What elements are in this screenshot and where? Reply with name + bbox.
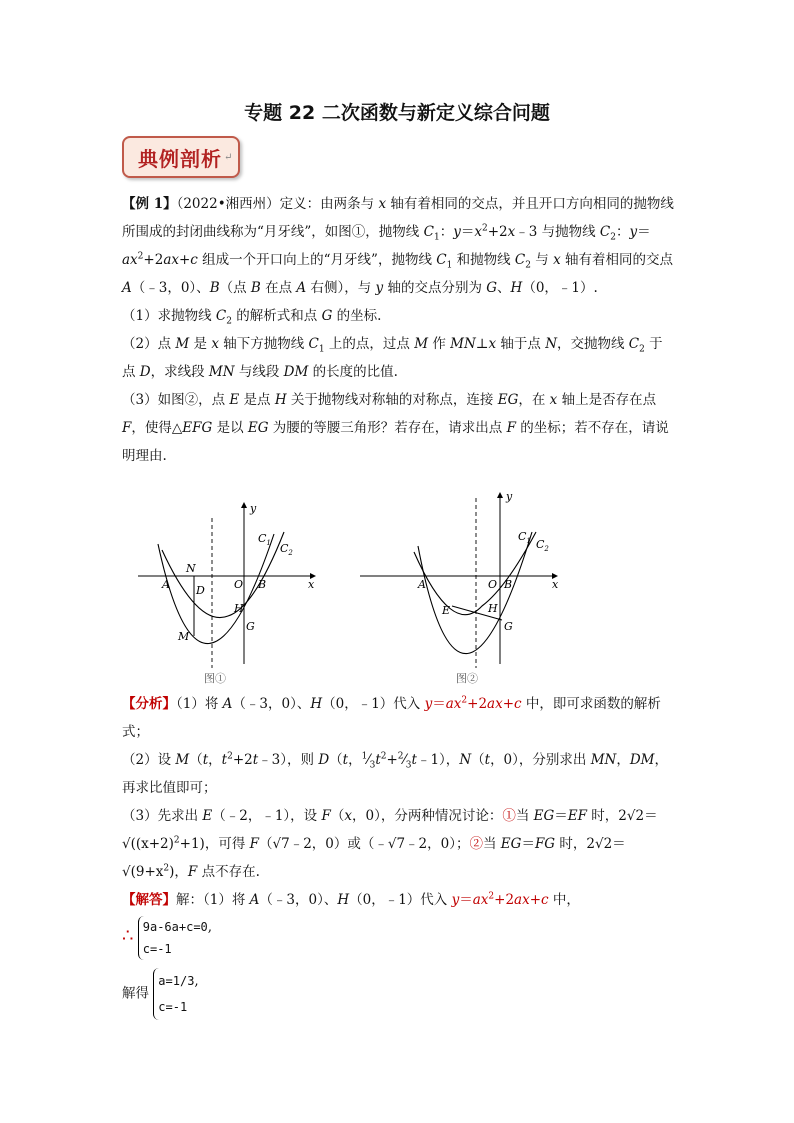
fig1-B: B [258, 578, 267, 591]
fig1-caption: 图① [204, 672, 226, 685]
fig1-M: M [178, 630, 190, 643]
sys1-eq2: c=-1 [142, 942, 172, 956]
analysis-line-3: （3）先求出 E（﹣2，﹣1），设 F（x，0），分两种情况讨论：①当 EG＝EF 时，$2√2=√((x+2)^2+1)$，可得 F（√7﹣2，0）或（﹣√7﹣2，0）；②当 EG＝FG 时，$2√2=√(9+x^2)$，F 点不存在. [122, 808, 658, 880]
fig1-N: N [186, 562, 196, 575]
fig2-c1-label: $C_1$ [518, 530, 531, 545]
system-2: 解得 a=1/3, c=-1 [122, 968, 674, 1020]
fig1-c1-label: $C_1$ [258, 532, 271, 547]
fig2-E: E [442, 604, 451, 617]
fig2-x-label: x [552, 578, 559, 591]
solve-label: 解得 [122, 985, 149, 1002]
sys1-eq1: 9a-6a+c=0 [142, 920, 208, 934]
figure-1 [138, 502, 316, 685]
fig2-c2-label: $C_2$ [536, 538, 549, 553]
analysis-line-1: 【分析】（1）将 A（﹣3，0）、H（0，﹣1）代入 $y=ax^2+2ax+c$ 中，即可求函数的解析式； [122, 695, 661, 740]
return-mark: ↵ [224, 151, 233, 163]
analysis [122, 690, 674, 886]
question-1: （1）求抛物线 $C_2$ 的解析式和点 G 的坐标. [122, 308, 382, 327]
fig2-A: A [418, 578, 426, 591]
answer-intro: 【解答】解：（1）将 A（﹣3，0）、H（0，﹣1）代入 $y=ax^2+2ax+c$ 中， [122, 891, 580, 908]
fig2-y-label: y [506, 490, 513, 503]
system-1: ∴ 9a-6a+c=0, c=-1 [122, 916, 674, 960]
fig2-caption: 图② [456, 672, 478, 685]
fig1-H: H [234, 602, 244, 615]
section-badge [122, 136, 240, 178]
page-title: 专题 22 二次函数与新定义综合问题 [244, 102, 550, 124]
sys2-eq1: a=1/3 [158, 974, 195, 988]
analysis-line-2: （2）设 M（t，$t^2+2t﹣3$），则 D（t，$^1⁄_3t^2+^2⁄_3t﹣1$），N（t，0），分别求出 MN，DM，再求比值即可； [122, 751, 668, 796]
question-2: （2）点 M 是 x 轴下方抛物线 $C_1$ 上的点，过点 M 作 MN⊥x 轴于点 N，交抛物线 $C_2$ 于点 D，求线段 MN 与线段 DM 的长度的比值. [122, 336, 663, 380]
answer [122, 886, 674, 1020]
fig1-O: O [234, 578, 244, 591]
fig1-y-label: y [250, 502, 257, 515]
sys2-eq2: c=-1 [158, 1000, 188, 1014]
fig1-x-label: x [308, 578, 315, 591]
fig2-G: G [504, 620, 513, 633]
problem-intro: 【例 1】（2022•湘西州）定义：由两条与 x 轴有着相同的交点，并且开口方向相同的抛物线所围成的封闭曲线称为“月牙线”，如图①，抛物线 $C_1$：$y=x^2+2x﹣3$ 与抛物线 $C_2$：$y=ax^2+2ax+c$ 组成一个开口向上的“月牙线”，抛物线 $C_1$ 和抛物线 $C_2$ 与 x 轴有着相同的交点 A（﹣3，0）、B（点 B 在点 A 右侧），与 y 轴的交点分别为 G、H（0，﹣1）. [122, 196, 674, 296]
fig2-B: B [504, 578, 513, 591]
fig1-c2-label: $C_2$ [280, 542, 293, 557]
badge-label: 典例剖析 [138, 146, 222, 171]
figure-2 [360, 490, 559, 685]
figures [132, 488, 572, 688]
fig1-D: D [196, 584, 205, 597]
fig2-H: H [488, 602, 498, 615]
problem-statement [122, 190, 674, 470]
fig2-O: O [488, 578, 498, 591]
fig1-G: G [246, 620, 255, 633]
question-3: （3）如图②，点 E 是点 H 关于抛物线对称轴的对称点，连接 EG，在 x 轴上是否存在点 F，使得△EFG 是以 EG 为腰的等腰三角形？若存在，请求出点 F 的坐标；若不存在，请说明理由. [122, 392, 669, 464]
fig1-A: A [162, 578, 170, 591]
